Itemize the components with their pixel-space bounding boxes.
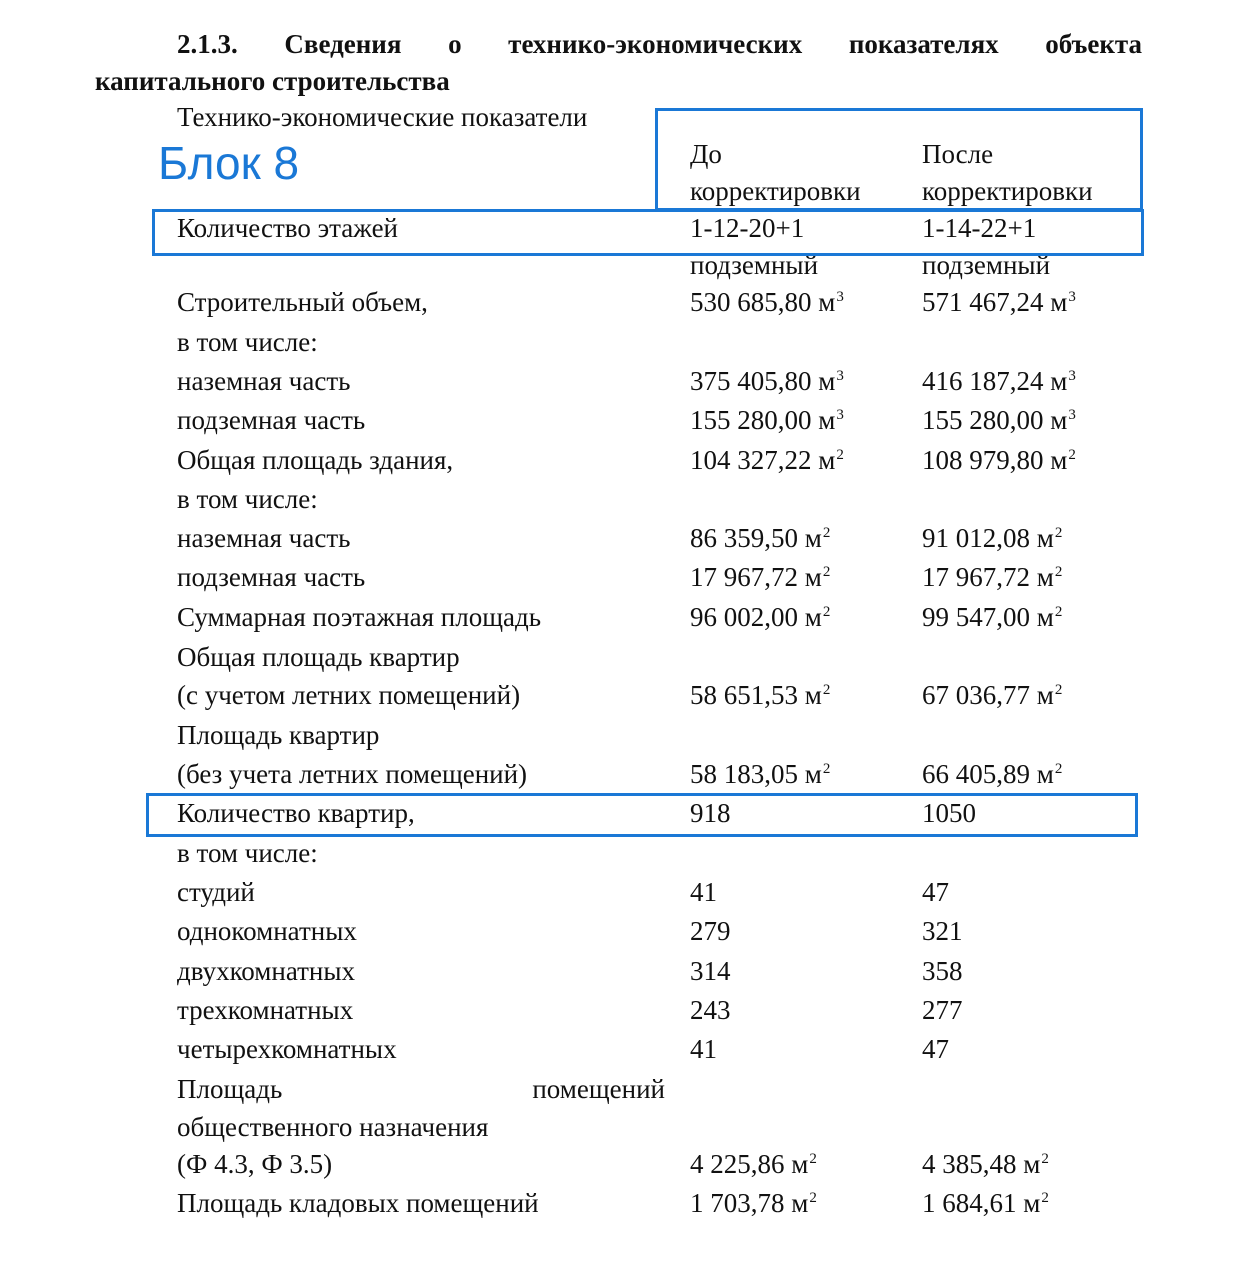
row-floors-before-line-1: 1-12-20+1: [690, 213, 805, 243]
row-vol-above-after: 416 187,24 $м^3$: [922, 366, 1076, 396]
section-heading-line-2: капитального строительства: [95, 66, 450, 96]
col-after-header-line-2: корректировки: [922, 176, 1093, 206]
row-two-room-after: 358: [922, 956, 963, 986]
row-four-room-before: 41: [690, 1034, 717, 1064]
row-four-room-after: 47: [922, 1034, 949, 1064]
row-storage-area-before: 1 703,78 $м^2$: [690, 1188, 817, 1218]
annotation-label: Блок 8: [158, 137, 300, 189]
row-floor-sum-after: 99 547,00 $м^2$: [922, 602, 1063, 632]
row-three-room-label: трехкомнатных: [177, 995, 354, 1025]
row-apt-count-before: 918: [690, 798, 731, 828]
row-one-room-before: 279: [690, 916, 731, 946]
row-vol-above-before: 375 405,80 $м^3$: [690, 366, 844, 396]
annotation-box-header: [655, 108, 1143, 211]
row-floors-before-line-2: подземный: [690, 250, 819, 280]
row-public-area-after: 4 385,48 $м^2$: [922, 1149, 1049, 1179]
row-apt-count-label: Количество квартир,: [177, 798, 415, 828]
row-total-area-after: 108 979,80 $м^2$: [922, 445, 1076, 475]
row-including-3: в том числе:: [177, 838, 318, 868]
row-apt-area-total-before: 58 651,53 $м^2$: [690, 680, 831, 710]
row-apt-area-label-1: Площадь квартир: [177, 720, 380, 750]
table-header-label: Технико-экономические показатели: [177, 102, 588, 132]
section-heading-line-1: 2.1.3. Сведения о технико-экономических показателях объекта: [177, 29, 1142, 59]
row-apt-area-total-label-1: Общая площадь квартир: [177, 642, 460, 672]
row-public-area-label-1: Площадь помещений: [177, 1074, 665, 1104]
row-area-below-before: 17 967,72 $м^2$: [690, 562, 831, 592]
row-vol-below-before: 155 280,00 $м^3$: [690, 405, 844, 435]
row-total-area-before: 104 327,22 $м^2$: [690, 445, 844, 475]
row-one-room-after: 321: [922, 916, 963, 946]
row-build-volume-before: 530 685,80 $м^3$: [690, 287, 844, 317]
row-floors-after-line-2: подземный: [922, 250, 1051, 280]
row-apt-area-before: 58 183,05 $м^2$: [690, 759, 831, 789]
col-after-header-line-1: После: [922, 139, 994, 169]
row-area-above-label: наземная часть: [177, 523, 351, 553]
row-including-1: в том числе:: [177, 327, 318, 357]
row-vol-below-after: 155 280,00 $м^3$: [922, 405, 1076, 435]
annotation-box-apartments: [146, 793, 1138, 837]
row-apt-area-after: 66 405,89 $м^2$: [922, 759, 1063, 789]
row-including-2: в том числе:: [177, 484, 318, 514]
annotation-box-floors: [152, 209, 1144, 256]
row-storage-area-after: 1 684,61 $м^2$: [922, 1188, 1049, 1218]
row-floors-label: Количество этажей: [177, 213, 398, 243]
row-storage-area-label: Площадь кладовых помещений: [177, 1188, 539, 1218]
row-public-area-label-2: общественного назначения: [177, 1112, 489, 1142]
row-four-room-label: четырехкомнатных: [177, 1034, 397, 1064]
row-apt-count-after: 1050: [922, 798, 976, 828]
row-floor-sum-before: 96 002,00 $м^2$: [690, 602, 831, 632]
row-studios-before: 41: [690, 877, 717, 907]
row-build-volume-after: 571 467,24 $м^3$: [922, 287, 1076, 317]
row-vol-below-label: подземная часть: [177, 405, 366, 435]
row-floor-sum-label: Суммарная поэтажная площадь: [177, 602, 542, 632]
col-before-header-line-2: корректировки: [690, 176, 861, 206]
row-public-area-label-3: (Ф 4.3, Ф 3.5): [177, 1149, 333, 1179]
row-two-room-before: 314: [690, 956, 731, 986]
row-one-room-label: однокомнатных: [177, 916, 357, 946]
row-apt-area-label-2: (без учета летних помещений): [177, 759, 528, 789]
row-floors-after-line-1: 1-14-22+1: [922, 213, 1037, 243]
row-total-area-label: Общая площадь здания,: [177, 445, 454, 475]
row-three-room-after: 277: [922, 995, 963, 1025]
row-studios-after: 47: [922, 877, 949, 907]
row-area-above-before: 86 359,50 $м^2$: [690, 523, 831, 553]
section-heading: [95, 26, 1142, 100]
col-before-header-line-1: До: [690, 139, 722, 169]
row-vol-above-label: наземная часть: [177, 366, 351, 396]
row-area-above-after: 91 012,08 $м^2$: [922, 523, 1063, 553]
row-public-area-before: 4 225,86 $м^2$: [690, 1149, 817, 1179]
row-apt-area-total-after: 67 036,77 $м^2$: [922, 680, 1063, 710]
row-three-room-before: 243: [690, 995, 731, 1025]
row-build-volume-label: Строительный объем,: [177, 287, 428, 317]
row-apt-area-total-label-2: (с учетом летних помещений): [177, 680, 521, 710]
row-area-below-after: 17 967,72 $м^2$: [922, 562, 1063, 592]
row-two-room-label: двухкомнатных: [177, 956, 356, 986]
row-studios-label: студий: [177, 877, 255, 907]
row-area-below-label: подземная часть: [177, 562, 366, 592]
